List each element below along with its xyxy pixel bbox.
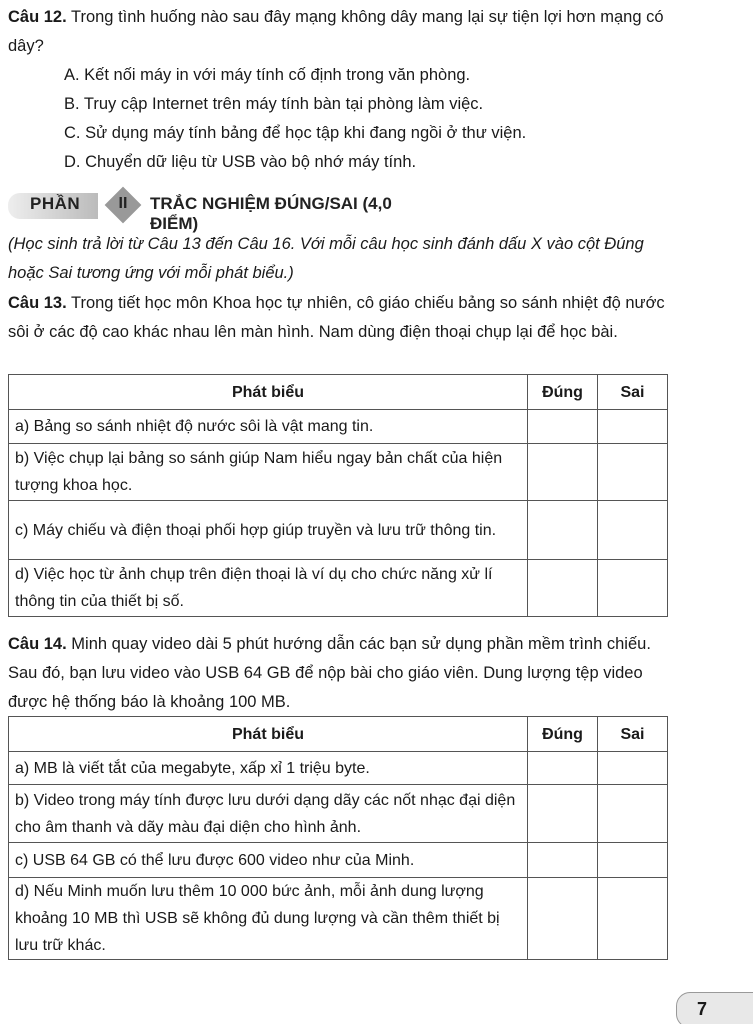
table-row: d) Việc học từ ảnh chụp trên điện thoại là ví dụ cho chức năng xử lí thông tin của thiết bị số.	[9, 560, 668, 617]
true-cell[interactable]	[528, 752, 598, 785]
table-row: b) Việc chụp lại bảng so sánh giúp Nam hiểu ngay bản chất của hiện tượng khoa học.	[9, 444, 668, 501]
instruction: (Học sinh trả lời từ Câu 13 đến Câu 16. Với mỗi câu học sinh đánh dấu X vào cột Đúng hoặc Sai tương ứng với mỗi phát biểu.)	[8, 235, 644, 282]
table-row: d) Nếu Minh muốn lưu thêm 10 000 bức ảnh, mỗi ảnh dung lượng khoảng 10 MB thì USB sẽ không đủ dung lượng và cần thêm thiết bị lưu trữ khác.	[9, 878, 668, 960]
table-row: a) MB là viết tắt của megabyte, xấp xỉ 1 triệu byte.	[9, 752, 668, 785]
true-cell[interactable]	[528, 878, 598, 960]
table-row: c) Máy chiếu và điện thoại phối hợp giúp truyền và lưu trữ thông tin.	[9, 501, 668, 560]
table-row: a) Bảng so sánh nhiệt độ nước sôi là vật mang tin.	[9, 410, 668, 444]
false-cell[interactable]	[598, 752, 668, 785]
table-row: c) USB 64 GB có thể lưu được 600 video như của Minh.	[9, 843, 668, 878]
false-cell[interactable]	[598, 444, 668, 501]
q13-table: Phát biểu Đúng Sai a) Bảng so sánh nhiệt độ nước sôi là vật mang tin. b) Việc chụp lại bảng so sánh giúp Nam hiểu ngay bản chất của hiện tượng khoa học. c) Máy chiếu và điện thoại phối hợp giúp truyền và lưu trữ thông tin. d) Việc học từ ảnh chụp trên điện thoại là ví dụ cho chức năng xử lí thông tin của thiết bị số.	[8, 374, 668, 617]
false-cell[interactable]	[598, 785, 668, 843]
option-a: A. Kết nối máy in với máy tính cố định trong văn phòng.	[64, 66, 471, 84]
false-cell[interactable]	[598, 560, 668, 617]
true-cell[interactable]	[528, 560, 598, 617]
false-cell[interactable]	[598, 501, 668, 560]
section-header: PHẦN II TRẮC NGHIỆM ĐÚNG/SAI (4,0 ĐIỂM)	[8, 190, 428, 220]
false-cell[interactable]	[598, 410, 668, 444]
question-14: Câu 14. Minh quay video dài 5 phút hướng dẫn các bạn sử dụng phần mềm trình chiếu. Sau đó, bạn lưu video vào USB 64 GB để nộp bài cho giáo viên. Dung lượng tệp video được hệ thống báo là khoảng 100 MB.	[8, 635, 651, 711]
page-number-tab: 7	[676, 992, 753, 1024]
q14-table: Phát biểu Đúng Sai a) MB là viết tắt của megabyte, xấp xỉ 1 triệu byte. b) Video trong máy tính được lưu dưới dạng dãy các nốt nhạc đại diện cho âm thanh và dãy màu đại diện cho hình ảnh. c) USB 64 GB có thể lưu được 600 video như của Minh. d) Nếu Minh muốn lưu thêm 10 000 bức ảnh, mỗi ảnh dung lượng khoảng 10 MB thì USB sẽ không đủ dung lượng và cần thêm thiết bị lưu trữ khác.	[8, 716, 668, 960]
true-cell[interactable]	[528, 410, 598, 444]
question-12: Câu 12. Trong tình huống nào sau đây mạng không dây mang lại sự tiện lợi hơn mạng có dây?	[8, 8, 664, 55]
false-cell[interactable]	[598, 843, 668, 878]
option-d: D. Chuyển dữ liệu từ USB vào bộ nhớ máy tính.	[64, 153, 417, 171]
true-cell[interactable]	[528, 785, 598, 843]
question-13: Câu 13. Trong tiết học môn Khoa học tự nhiên, cô giáo chiếu bảng so sánh nhiệt độ nước sôi ở các độ cao khác nhau lên màn hình. Nam dùng điện thoại chụp lại để học bài.	[8, 294, 665, 341]
table-row: b) Video trong máy tính được lưu dưới dạng dãy các nốt nhạc đại diện cho âm thanh và dãy màu đại diện cho hình ảnh.	[9, 785, 668, 843]
option-c: C. Sử dụng máy tính bảng để học tập khi đang ngồi ở thư viện.	[64, 124, 527, 142]
true-cell[interactable]	[528, 501, 598, 560]
true-cell[interactable]	[528, 843, 598, 878]
true-cell[interactable]	[528, 444, 598, 501]
option-b: B. Truy cập Internet trên máy tính bàn tại phòng làm việc.	[64, 95, 484, 113]
false-cell[interactable]	[598, 878, 668, 960]
